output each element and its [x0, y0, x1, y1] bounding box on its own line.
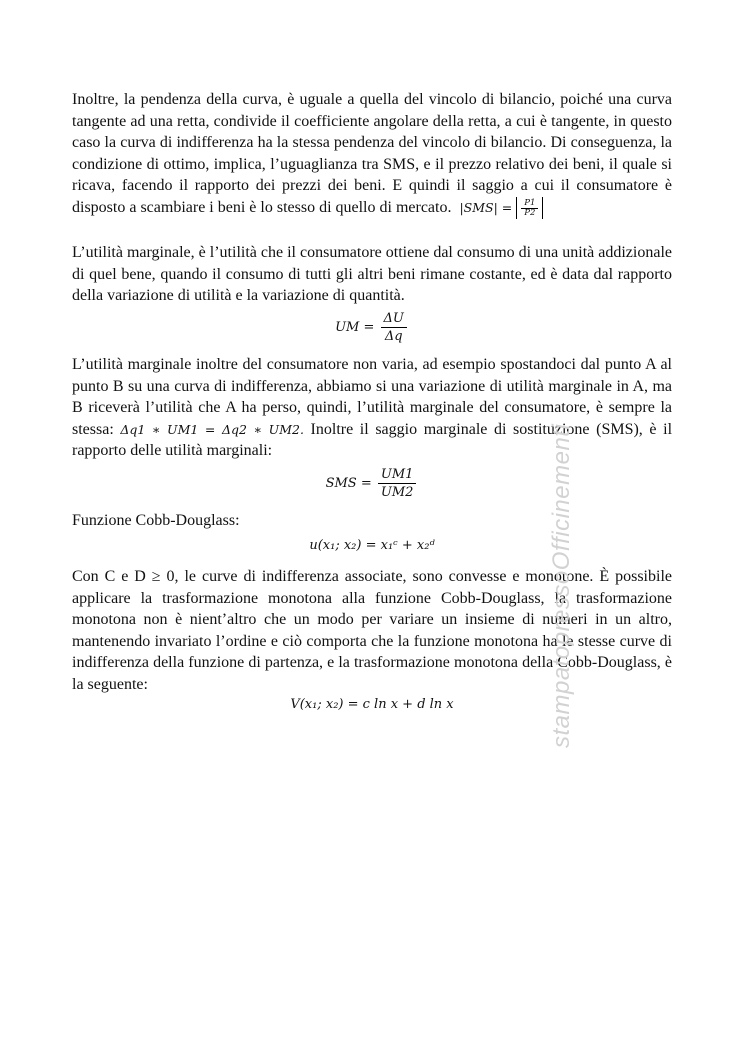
paragraph-monotone: Con C e D ≥ 0, le curve di indifferenza associate, sono convesse e monotone. È possibile applicare la trasformazione monotona alla funzione Cobb-Douglass, la trasformazione monotona non è nient’altro che un modo per variare un insieme di numeri in un altro, mantenendo invariato l’ordine e ciò comporta che la funzione monotona ha le stesse curve di indifferenza della funzione di partenza, e la trasformazione monotona della Cobb-Douglass, è la seguente:: [72, 568, 672, 693]
equation-um: UM = $\frac{\Delta U}{\Delta q}$: [72, 310, 672, 345]
paragraph-tangency-text: Inoltre, la pendenza della curva, è uguale a quella del vincolo di bilancio, poiché una curva tangente ad una retta, condivide il coefficiente angolare della retta, a cui è tangente, in questo caso la curva di indifferenza ha la stessa pendenza del vincolo di bilancio. Di conseguenza, la condizione di ottimo, implica, l’uguaglianza tra SMS, e il prezzo relativo dei beni, il quale si ricava, facendo il rapporto dei prezzi dei beni. E quindi il saggio a cui il consumatore è disposto a scambiare i beni è lo stesso di quello di mercato.: [72, 91, 672, 216]
paragraph-utility-constant: L’utilità marginale inoltre del consumatore non varia, ad esempio spostandoci dal punto A al punto B su una curva di indifferenza, abbiamo si una variazione di utilità marginale in A, ma B riceverà l’utilità che A ha perso, quindi, l’utilità marginale del consumatore, è sempre la stessa: Δq1 ∗ UM1 = Δq2 ∗ UM2. Inoltre il saggio marginale di sostituzione (SMS), è il rapporto delle utilità marginali:: [72, 356, 673, 459]
equation-transform: V(x₁; x₂) = c ln x + d ln x: [290, 697, 454, 712]
watermark: stampatopressoOfficinementi: [548, 423, 575, 748]
equation-cobb-douglass: u(x₁; x₂) = x₁ᶜ + x₂ᵈ: [309, 538, 435, 553]
paragraph-marginal-utility: L’utilità marginale, è l’utilità che il consumatore ottiene dal consumo di una unità addizionale di quel bene, quando il consumo di tutti gli altri beni rimane costante, ed è data dal rapporto della variazione di utilità e la variazione di quantità.: [72, 244, 672, 304]
paragraph-tangency: [72, 89, 672, 219]
delta-formula: Δq1 ∗ UM1 = Δq2 ∗ UM2.: [120, 421, 304, 437]
paragraph-cobb-douglass-title: Funzione Cobb-Douglass:: [72, 512, 240, 529]
equation-sms: SMS = $\frac{UM1}{UM2}$: [72, 466, 672, 501]
sms-price-formula: |SMS| = $\frac{P1}{P2}$: [459, 200, 543, 215]
